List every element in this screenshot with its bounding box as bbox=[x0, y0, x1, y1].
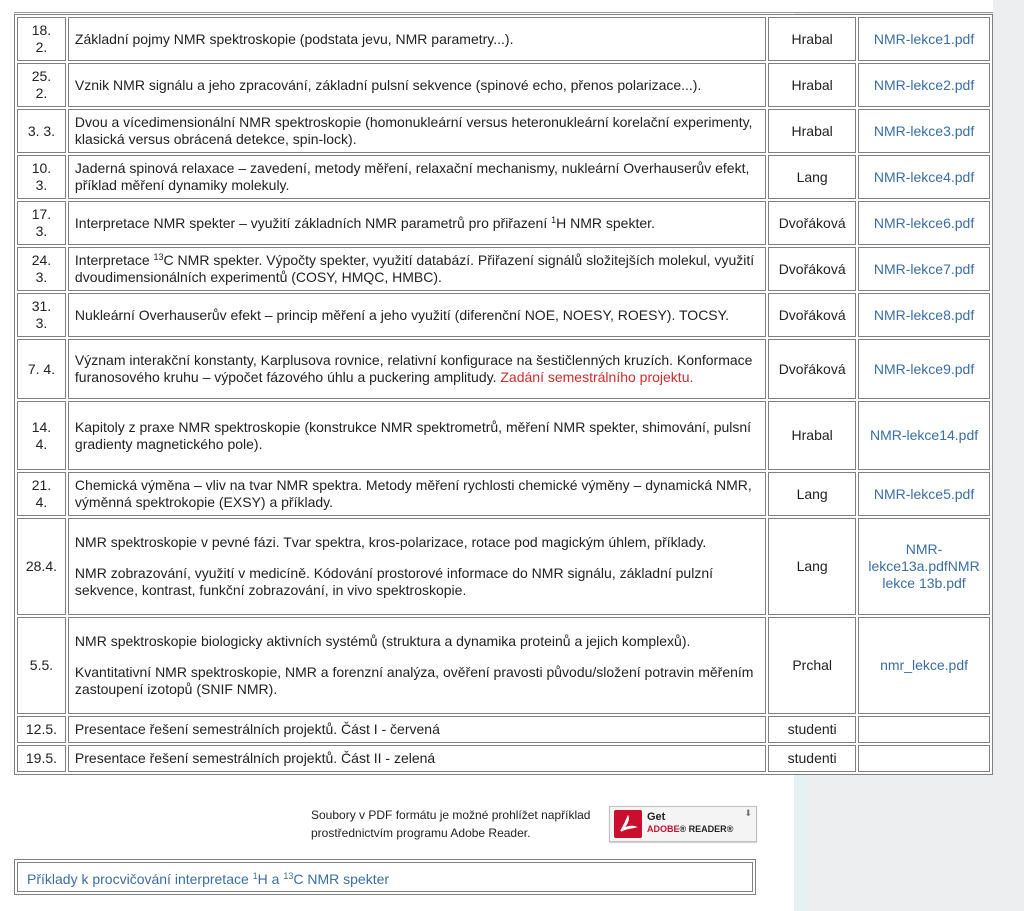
lecture-file-cell bbox=[858, 518, 990, 615]
topic-text: Význam interakční konstanty, Karplusova rovnice, relativní konfigurace na šestičlenných kruzích. Konformace furanosového kruhu – výpočet fázového úhlu a puckering amplitudy. bbox=[74, 352, 753, 385]
lecture-pdf-link[interactable]: NMR-lekce2.pdf bbox=[873, 76, 975, 93]
lecture-file-cell bbox=[858, 293, 990, 337]
topic-paragraph: NMR zobrazování, využití v medicíně. Kódování prostorové informace do NMR signálu, základní pulzní sekvence, kontrast, funkční zobrazování, in vivo spektroskopie. bbox=[74, 565, 713, 598]
practice-link-text-3: C NMR spekter bbox=[293, 871, 390, 887]
pdf-reader-note: Soubory v PDF formátu je možné prohlížet například prostřednictvím programu Adobe Reader. bbox=[311, 808, 591, 840]
adobe-badge-reader: READER bbox=[688, 824, 727, 834]
lecture-topic bbox=[68, 247, 766, 291]
lecture-date: 28.4. bbox=[17, 518, 66, 615]
adobe-badge-get: Get bbox=[647, 811, 666, 823]
schedule-row bbox=[17, 472, 990, 516]
adobe-badge-reg: ® bbox=[679, 824, 687, 834]
schedule-row bbox=[17, 339, 990, 399]
lecture-topic bbox=[68, 17, 766, 61]
lecture-date: 21. 4. bbox=[17, 472, 66, 516]
lecture-file-cell bbox=[858, 716, 990, 743]
practice-examples-link[interactable] bbox=[27, 871, 389, 887]
topic-text: Základní pojmy NMR spektroskopie (podstata jevu, NMR parametry...). bbox=[74, 30, 514, 47]
practice-link-text-1: Příklady k procvičování interpretace bbox=[27, 871, 253, 887]
schedule-row bbox=[17, 247, 990, 291]
lecture-topic bbox=[68, 109, 766, 153]
lecture-topic bbox=[68, 716, 766, 743]
lecture-date: 3. 3. bbox=[17, 109, 66, 153]
lecture-pdf-link[interactable]: NMR-lekce8.pdf bbox=[873, 306, 975, 323]
lecturer-name: Dvořáková bbox=[768, 339, 856, 399]
practice-link-sup-2: 13 bbox=[283, 871, 294, 881]
topic-text: Kapitoly z praxe NMR spektroskopie (konstrukce NMR spektrometrů, měření NMR spekter, shimování, pulsní gradienty magnetického pole). bbox=[74, 418, 752, 452]
lecture-file-cell bbox=[858, 401, 990, 470]
topic-text: Nukleární Overhauserův efekt – princip měření a jeho využití (diferenční NOE, NOESY, ROESY). TOCSY. bbox=[74, 306, 730, 323]
schedule-row bbox=[17, 745, 990, 772]
lecturer-name: Lang bbox=[768, 518, 856, 615]
practice-examples-inner bbox=[17, 862, 753, 892]
schedule-row bbox=[17, 716, 990, 743]
lecture-pdf-link[interactable]: NMR-lekce7.pdf bbox=[873, 260, 975, 277]
adobe-badge-reg-2: ® bbox=[726, 824, 734, 834]
topic-paragraph: NMR spektroskopie v pevné fázi. Tvar spektra, kros-polarizace, rotace pod magickým úhlem, příklady. bbox=[74, 534, 707, 550]
topic-text: Presentace řešení semestrálních projektů. Část II - zelená bbox=[74, 750, 436, 766]
topic-paragraph: NMR spektroskopie biologicky aktivních systémů (struktura a dynamika proteinů a jejich komplexů). bbox=[74, 633, 691, 649]
lecture-pdf-link[interactable]: NMR-lekce3.pdf bbox=[873, 122, 975, 139]
lecture-topic bbox=[68, 63, 766, 107]
lecture-pdf-link[interactable]: NMR-lekce4.pdf bbox=[873, 168, 975, 185]
lecture-topic bbox=[68, 472, 766, 516]
lecturer-name: Dvořáková bbox=[768, 247, 856, 291]
lecture-file-cell bbox=[858, 745, 990, 772]
practice-examples-box bbox=[14, 859, 756, 895]
lecture-schedule-table bbox=[14, 14, 993, 775]
lecture-pdf-link[interactable]: NMR-lekce14.pdf bbox=[869, 427, 979, 443]
schedule-row bbox=[17, 17, 990, 61]
lecture-topic bbox=[68, 518, 766, 615]
lecture-date: 18. 2. bbox=[17, 17, 66, 61]
topic-text: Chemická výměna – vliv na tvar NMR spektra. Metody měření rychlosti chemické výměny – dynamická NMR, výměnná spektrokopie (EXSY) a příklady. bbox=[74, 477, 752, 510]
lecture-file-cell bbox=[858, 247, 990, 291]
topic-text: C NMR spekter. Výpočty spekter, využití databází. Přiřazení signálů složitejších molekul, využití dvoudimensionálních experimentů (COSY, HMQC, HMBC). bbox=[74, 252, 755, 285]
schedule-body bbox=[17, 17, 990, 772]
lecturer-name: Lang bbox=[768, 155, 856, 199]
get-adobe-reader-button[interactable] bbox=[609, 806, 757, 842]
lecture-file-cell bbox=[858, 63, 990, 107]
topic-text: Interpretace bbox=[74, 252, 154, 268]
topic-text: Presentace řešení semestrálních projektů. Část I - červená bbox=[74, 721, 440, 737]
lecture-date: 14. 4. bbox=[17, 401, 66, 470]
lecture-topic bbox=[68, 155, 766, 199]
lecture-date: 25. 2. bbox=[17, 63, 66, 107]
lecture-file-cell bbox=[858, 339, 990, 399]
adobe-acrobat-icon bbox=[614, 810, 642, 838]
lecture-date: 12.5. bbox=[17, 716, 66, 743]
schedule-row bbox=[17, 155, 990, 199]
lecture-file-cell bbox=[858, 109, 990, 153]
lecture-pdf-link[interactable]: NMR-lekce13a.pdf bbox=[868, 541, 948, 574]
lecture-topic bbox=[68, 201, 766, 245]
topic-text: Dvou a vícedimensionální NMR spektroskopie (homonukleární versus heteronukleární korelační experimenty, klasická versus obrácená detekce, spin-lock). bbox=[74, 114, 753, 147]
semester-project-assignment: Zadání semestrálního projektu. bbox=[500, 369, 694, 385]
lecture-date: 7. 4. bbox=[17, 339, 66, 399]
isotope-superscript: 13 bbox=[153, 252, 164, 262]
download-arrow-icon: ⬇ bbox=[744, 808, 752, 818]
lecture-topic bbox=[68, 339, 766, 399]
lecture-date: 31. 3. bbox=[17, 293, 66, 337]
lecture-date: 5.5. bbox=[17, 617, 66, 714]
lecture-pdf-link[interactable]: NMR-lekce5.pdf bbox=[873, 485, 975, 502]
topic-text: H NMR spekter. bbox=[556, 214, 655, 231]
adobe-badge-brand: ADOBE bbox=[647, 824, 680, 834]
schedule-row bbox=[17, 293, 990, 337]
lecture-file-cell bbox=[858, 617, 990, 714]
lecture-file-cell bbox=[858, 155, 990, 199]
lecturer-name: studenti bbox=[768, 745, 856, 772]
lecture-date: 10. 3. bbox=[17, 155, 66, 199]
schedule-row bbox=[17, 617, 990, 714]
lecture-file-cell bbox=[858, 472, 990, 516]
lecturer-name: Dvořáková bbox=[768, 293, 856, 337]
schedule-row bbox=[17, 518, 990, 615]
lecturer-name: Hrabal bbox=[768, 401, 856, 470]
lecture-file-cell bbox=[858, 17, 990, 61]
lecture-topic bbox=[68, 401, 766, 470]
lecture-topic bbox=[68, 293, 766, 337]
lecture-date: 19.5. bbox=[17, 745, 66, 772]
practice-link-sup-1: 1 bbox=[252, 871, 258, 881]
lecturer-name: Dvořáková bbox=[768, 201, 856, 245]
lecturer-name: Lang bbox=[768, 472, 856, 516]
lecturer-name: Hrabal bbox=[768, 63, 856, 107]
lecturer-name: Prchal bbox=[768, 617, 856, 714]
schedule-row bbox=[17, 401, 990, 470]
topic-text: Jaderná spinová relaxace – zavedení, metody měření, relaxační mechanismy, nukleární Overhauserův efekt, příklad měření dynamiky molekuly. bbox=[74, 160, 750, 193]
lecture-date: 24. 3. bbox=[17, 247, 66, 291]
lecturer-name: Hrabal bbox=[768, 109, 856, 153]
topic-text: Vznik NMR signálu a jeho zpracování, základní pulsní sekvence (spinové echo, přenos polarizace...). bbox=[74, 76, 702, 93]
schedule-row bbox=[17, 63, 990, 107]
topic-paragraph: Kvantitativní NMR spektroskopie, NMR a forenzní analýza, ověření pravosti původu/složení potravin měřením zastoupení izotopů (SNIF NMR). bbox=[74, 664, 754, 697]
lecture-pdf-link[interactable]: NMR lekce 13b.pdf bbox=[882, 558, 980, 591]
previous-content-edge bbox=[14, 0, 993, 13]
lecture-date: 17. 3. bbox=[17, 201, 66, 245]
lecturer-name: Hrabal bbox=[768, 17, 856, 61]
schedule-row bbox=[17, 109, 990, 153]
schedule-row bbox=[17, 201, 990, 245]
lecture-pdf-link[interactable]: NMR-lekce9.pdf bbox=[873, 360, 975, 377]
lecture-topic bbox=[68, 617, 766, 714]
lecture-pdf-link[interactable]: NMR-lekce1.pdf bbox=[873, 30, 975, 47]
practice-link-text-2: H a bbox=[257, 871, 284, 887]
lecture-file-cell bbox=[858, 201, 990, 245]
adobe-badge-product bbox=[647, 824, 733, 834]
lecture-pdf-link[interactable]: NMR-lekce6.pdf bbox=[873, 214, 975, 231]
topic-text: Interpretace NMR spekter – využití základních NMR parametrů pro přiřazení bbox=[74, 214, 552, 231]
lecturer-name: studenti bbox=[768, 716, 856, 743]
lecture-topic bbox=[68, 745, 766, 772]
lecture-pdf-link[interactable]: nmr_lekce.pdf bbox=[880, 657, 969, 673]
isotope-superscript: 1 bbox=[551, 214, 557, 225]
